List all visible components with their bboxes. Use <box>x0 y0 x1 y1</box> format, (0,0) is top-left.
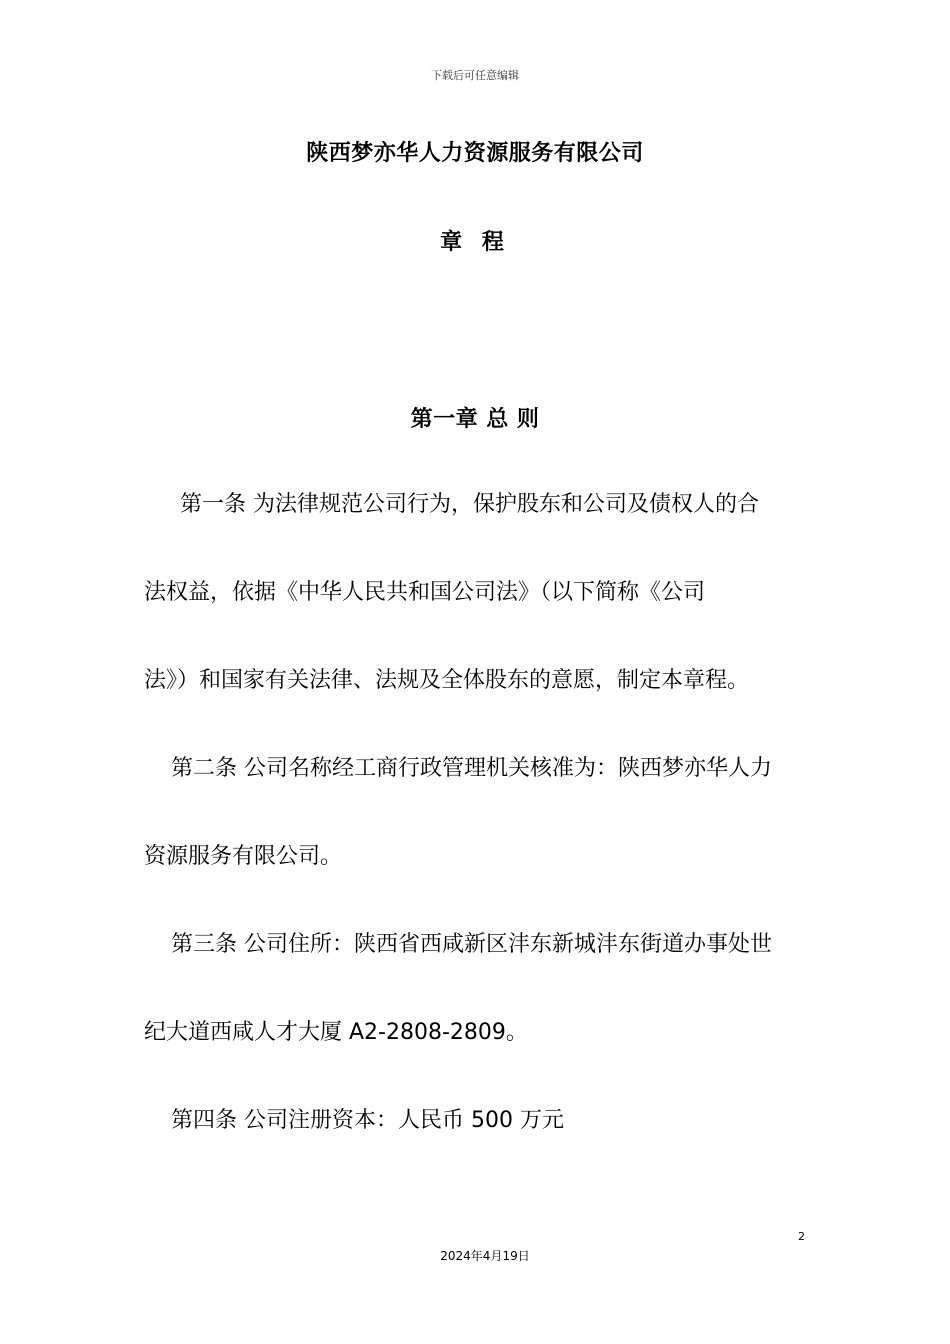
footer-date: 2024年4月19日 <box>440 1249 530 1263</box>
article-1 <box>144 461 814 725</box>
article-3 <box>144 901 814 1077</box>
article-1-line-1: 第一条 为法律规范公司行为，保护股东和公司及债权人的合 <box>180 492 759 517</box>
article-2-line-2: 资源服务有限公司。 <box>144 844 343 869</box>
article-2-line-1: 第二条 公司名称经工商行政管理机关核准为：陕西梦亦华人力 <box>171 756 772 781</box>
document-title: 章 程 <box>440 230 510 255</box>
chapter-title: 第一章 总 则 <box>410 407 540 432</box>
article-4 <box>144 1077 814 1165</box>
article-4-line-1: 第四条 公司注册资本：人民币 500 万元 <box>171 1108 564 1133</box>
article-1-line-3: 法》）和国家有关法律、法规及全体股东的意愿，制定本章程。 <box>144 668 750 693</box>
company-title: 陕西梦亦华人力资源服务有限公司 <box>306 141 644 166</box>
header-note: 下载后可任意编辑 <box>431 69 519 82</box>
article-3-line-2: 纪大道西咸人才大厦 A2-2808-2809。 <box>144 1020 528 1045</box>
page-number: 2 <box>798 1230 805 1243</box>
article-3-line-1: 第三条 公司住所：陕西省西咸新区沣东新城沣东街道办事处世 <box>171 932 772 957</box>
article-2 <box>144 725 814 901</box>
article-1-line-2: 法权益，依据《中华人民共和国公司法》（以下简称《公司 <box>144 580 706 605</box>
